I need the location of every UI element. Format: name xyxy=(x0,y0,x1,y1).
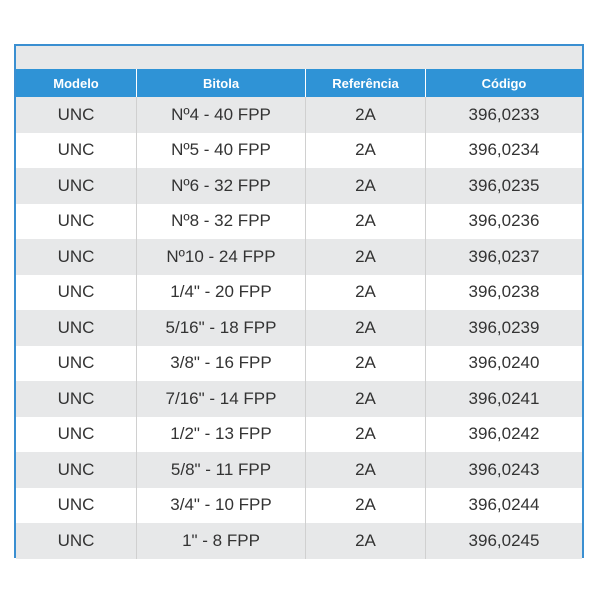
table-row xyxy=(16,310,582,346)
cell-modelo: UNC xyxy=(57,317,95,337)
cell-bitola: Nº8 - 32 FPP xyxy=(136,204,305,240)
cell-referencia: 2A xyxy=(305,133,425,169)
table-row xyxy=(16,417,582,453)
table-row xyxy=(16,488,582,524)
cell-bitola: 1/2" - 13 FPP xyxy=(136,417,305,453)
cell-codigo: 396,0238 xyxy=(425,275,582,311)
cell-codigo: 396,0241 xyxy=(425,381,582,417)
cell-modelo: UNC xyxy=(57,140,95,160)
cell-referencia: 2A xyxy=(305,97,425,133)
cell-referencia: 2A xyxy=(305,275,425,311)
table-row xyxy=(16,133,582,169)
cell-referencia: 2A xyxy=(305,452,425,488)
cell-referencia: 2A xyxy=(305,417,425,453)
cell-codigo: 396,0233 xyxy=(425,97,582,133)
cell-codigo: 396,0245 xyxy=(425,523,582,559)
table-row xyxy=(16,204,582,240)
cell-codigo: 396,0237 xyxy=(425,239,582,275)
table-top-band xyxy=(16,46,582,69)
cell-modelo: UNC xyxy=(57,211,95,231)
cell-modelo: UNC xyxy=(57,282,95,302)
cell-codigo: 396,0235 xyxy=(425,168,582,204)
product-table xyxy=(14,44,584,558)
column-header-codigo: Código xyxy=(425,69,582,97)
table-row xyxy=(16,452,582,488)
cell-referencia: 2A xyxy=(305,239,425,275)
column-header-referencia: Referência xyxy=(305,69,425,97)
cell-modelo: UNC xyxy=(57,175,95,195)
cell-referencia: 2A xyxy=(305,488,425,524)
cell-modelo: UNC xyxy=(57,353,95,373)
cell-codigo: 396,0243 xyxy=(425,452,582,488)
table-row xyxy=(16,168,582,204)
cell-bitola: Nº4 - 40 FPP xyxy=(136,97,305,133)
table-row xyxy=(16,239,582,275)
table-row xyxy=(16,346,582,382)
cell-codigo: 396,0244 xyxy=(425,488,582,524)
table-row xyxy=(16,523,582,559)
cell-modelo: UNC xyxy=(57,530,95,550)
cell-codigo: 396,0236 xyxy=(425,204,582,240)
cell-referencia: 2A xyxy=(305,204,425,240)
cell-bitola: 5/16" - 18 FPP xyxy=(136,310,305,346)
cell-bitola: 1/4" - 20 FPP xyxy=(136,275,305,311)
cell-bitola: Nº10 - 24 FPP xyxy=(136,239,305,275)
cell-bitola: 7/16" - 14 FPP xyxy=(136,381,305,417)
cell-referencia: 2A xyxy=(305,168,425,204)
cell-modelo: UNC xyxy=(57,495,95,515)
cell-modelo: UNC xyxy=(57,104,95,124)
cell-bitola: 3/8" - 16 FPP xyxy=(136,346,305,382)
cell-modelo: UNC xyxy=(57,246,95,266)
column-header-bitola: Bitola xyxy=(136,69,305,97)
cell-referencia: 2A xyxy=(305,346,425,382)
table-body xyxy=(16,97,582,556)
cell-bitola: Nº5 - 40 FPP xyxy=(136,133,305,169)
cell-codigo: 396,0234 xyxy=(425,133,582,169)
cell-bitola: 5/8" - 11 FPP xyxy=(136,452,305,488)
cell-referencia: 2A xyxy=(305,310,425,346)
cell-referencia: 2A xyxy=(305,381,425,417)
cell-codigo: 396,0239 xyxy=(425,310,582,346)
cell-modelo: UNC xyxy=(57,424,95,444)
cell-bitola: Nº6 - 32 FPP xyxy=(136,168,305,204)
table-header-row xyxy=(16,69,582,97)
cell-modelo: UNC xyxy=(57,459,95,479)
table-row xyxy=(16,275,582,311)
column-header-modelo: Modelo xyxy=(53,75,99,91)
cell-codigo: 396,0242 xyxy=(425,417,582,453)
cell-bitola: 3/4" - 10 FPP xyxy=(136,488,305,524)
cell-modelo: UNC xyxy=(57,388,95,408)
table-row xyxy=(16,381,582,417)
cell-referencia: 2A xyxy=(305,523,425,559)
cell-codigo: 396,0240 xyxy=(425,346,582,382)
cell-bitola: 1" - 8 FPP xyxy=(136,523,305,559)
table-row xyxy=(16,97,582,133)
